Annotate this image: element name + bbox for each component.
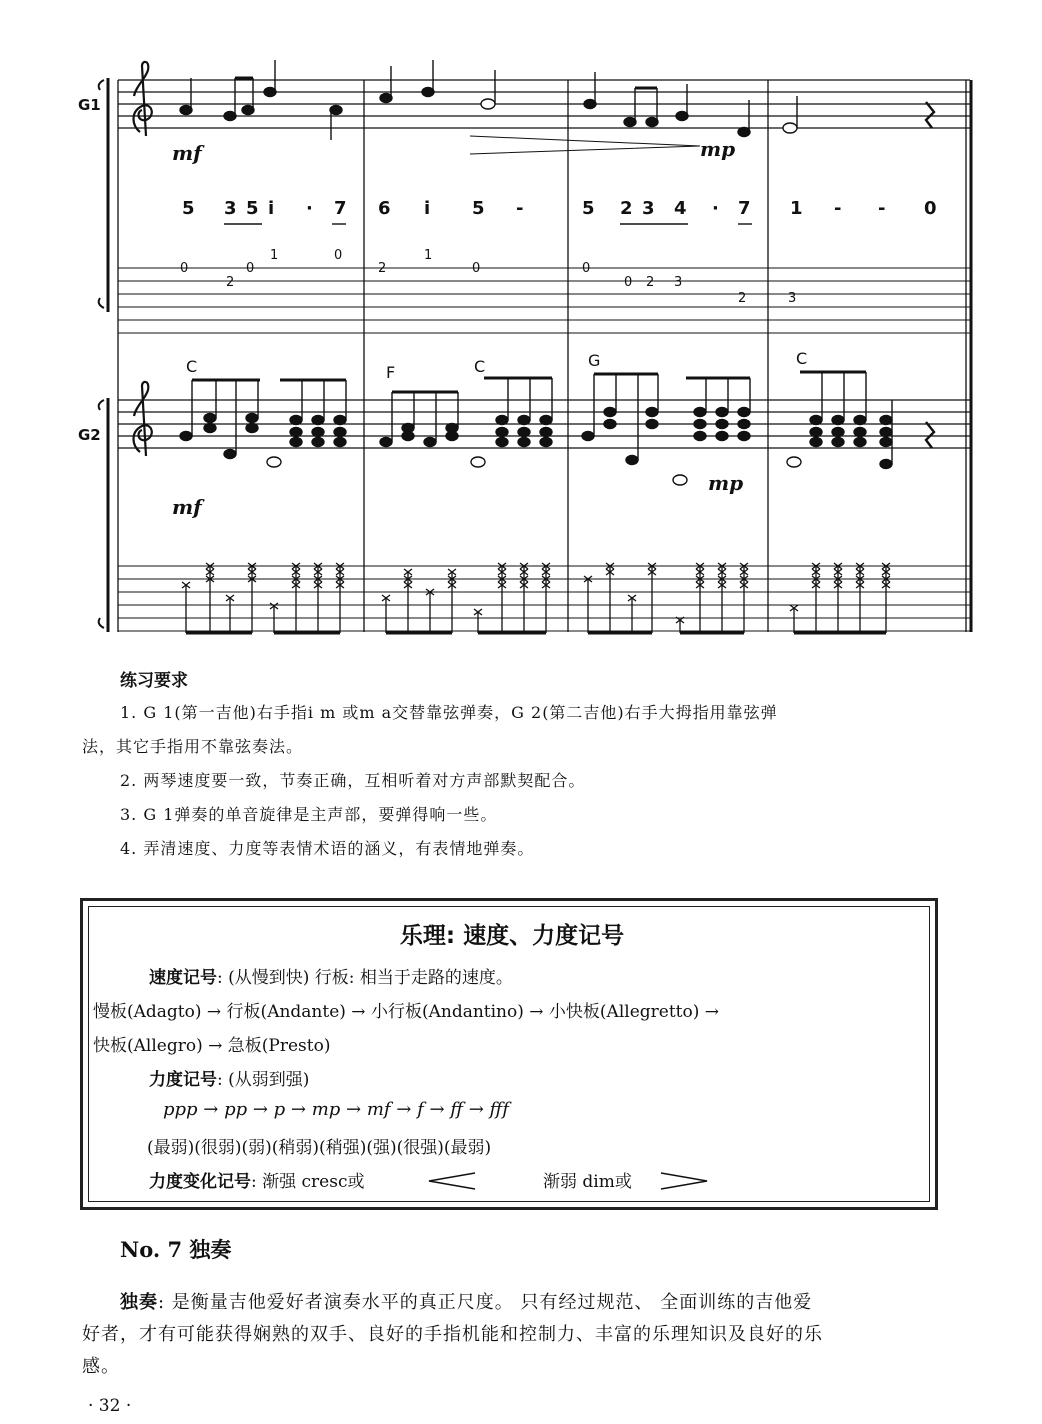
g1-label: G1: [78, 96, 101, 114]
music-score: [0, 0, 1042, 650]
numbered-note: 5: [182, 198, 195, 219]
numbered-note: -: [878, 198, 886, 219]
section-title: No. 7 独奏: [120, 1237, 232, 1262]
music-theory-box: [80, 898, 938, 1210]
tempo-line-1: 慢板(Adagto) → 行板(Andante) → 小行板(Andantino) → 小快板(Allegretto) →: [93, 1002, 720, 1022]
paragraph-line-1: [120, 1288, 812, 1318]
dynamics-marks: ppp → pp → p → mp → mf → f → ff → fff: [163, 1099, 509, 1120]
chord-name: C: [796, 349, 808, 368]
tempo-desc: : (从慢到快) 行板: 相当于走路的速度。: [217, 968, 513, 988]
tab-number: 0: [624, 275, 633, 290]
paragraph-line-3: 感。: [82, 1356, 120, 1377]
numbered-note: 3: [642, 198, 655, 219]
g2-dynamic-mp: mp: [708, 471, 744, 495]
g2-label: G2: [78, 426, 101, 444]
tab-number: 0: [582, 261, 591, 276]
dynamic-change-line: [149, 1167, 365, 1192]
tab-number: 0: [334, 248, 343, 263]
tempo-label: 速度记号: [149, 968, 217, 988]
dynamic-change-label: 力度变化记号: [149, 1172, 251, 1192]
numbered-note: 6: [378, 198, 391, 219]
numbered-note: -: [516, 198, 524, 219]
dynamics-heading: [149, 1065, 309, 1090]
tab-number: 1: [270, 248, 279, 263]
chord-name: C: [186, 357, 198, 376]
tab-number: 0: [472, 261, 481, 276]
tempo-heading: [149, 963, 513, 988]
requirement-item-1-cont: 法，其它手指用不靠弦奏法。: [82, 737, 304, 756]
theory-title: 乐理: 速度、力度记号: [399, 923, 625, 949]
tab-number: 2: [738, 291, 747, 306]
tab-number: 2: [226, 275, 235, 290]
decrescendo-hairpin-icon: [659, 1171, 709, 1191]
requirement-item-2: 2. 两琴速度要一致，节奏正确，互相听着对方声部默契配合。: [120, 771, 586, 790]
g1-dynamic-mp: mp: [700, 137, 736, 161]
dynamics-label: 力度记号: [149, 1070, 217, 1090]
tab-number: 2: [646, 275, 655, 290]
numbered-note: 5: [582, 198, 595, 219]
numbered-note: i: [268, 198, 275, 219]
numbered-note: 3: [224, 198, 237, 219]
paragraph-line-2: 好者，才有可能获得娴熟的双手、良好的手指机能和控制力、丰富的乐理知识及良好的乐: [82, 1324, 823, 1345]
tab-number: 0: [180, 261, 189, 276]
numbered-note: 7: [334, 198, 347, 219]
chord-name: C: [474, 357, 486, 376]
numbered-note: ·: [712, 198, 719, 219]
numbered-note: 5: [472, 198, 485, 219]
cresc-text: : 渐强 cresc或: [251, 1172, 365, 1192]
requirement-item-1: 1. G 1(第一吉他)右手指i m 或m a交替靠弦弹奏，G 2(第二吉他)右手大拇指用靠弦弹: [120, 703, 778, 722]
chord-name: F: [386, 363, 396, 382]
tab-number: 1: [424, 248, 433, 263]
tab-number: 0: [246, 261, 255, 276]
numbered-note: 2: [620, 198, 633, 219]
chord-name: G: [588, 351, 601, 370]
numbered-note: 5: [246, 198, 259, 219]
numbered-note: -: [834, 198, 842, 219]
paragraph-lead: 独奏: [120, 1292, 158, 1313]
numbered-note: ·: [306, 198, 313, 219]
requirement-item-4: 4. 弄清速度、力度等表情术语的涵义，有表情地弹奏。: [120, 839, 535, 858]
page-number: · 32 ·: [88, 1396, 132, 1416]
tab-number: 3: [788, 291, 797, 306]
tempo-line-2: 快板(Allegro) → 急板(Presto): [93, 1036, 331, 1056]
numbered-note: i: [424, 198, 431, 219]
tab-number: 3: [674, 275, 683, 290]
g1-dynamic-mf: mf: [172, 141, 202, 165]
crescendo-hairpin-icon: [427, 1171, 477, 1191]
numbered-note: 4: [674, 198, 687, 219]
tab-number: 2: [378, 261, 387, 276]
g2-dynamic-mf: mf: [172, 495, 202, 519]
requirement-item-3: 3. G 1弹奏的单音旋律是主声部，要弹得响一些。: [120, 805, 498, 824]
dynamics-desc: : (从弱到强): [217, 1070, 310, 1090]
dynamics-names: (最弱)(很弱)(弱)(稍弱)(稍强)(强)(很强)(最弱): [147, 1138, 492, 1158]
requirements-title: 练习要求: [120, 671, 188, 691]
numbered-note: 1: [790, 198, 803, 219]
dim-text: 渐弱 dim或: [543, 1172, 632, 1192]
paragraph-line-1-text: : 是衡量吉他爱好者演奏水平的真正尺度。 只有经过规范、 全面训练的吉他爱: [158, 1292, 813, 1313]
numbered-note: 0: [924, 198, 937, 219]
numbered-note: 7: [738, 198, 751, 219]
